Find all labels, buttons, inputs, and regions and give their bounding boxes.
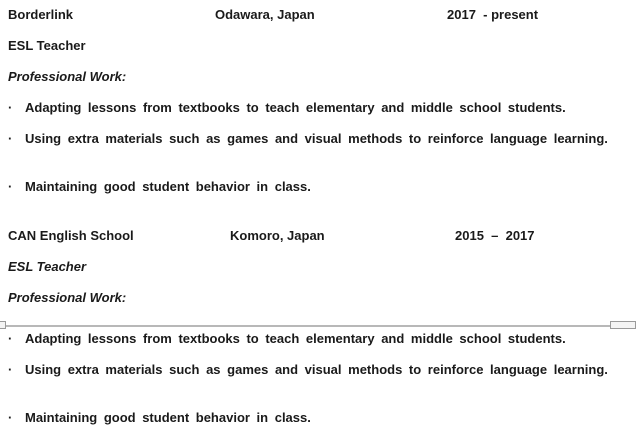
bullet-text: Using extra materials such as games and visual methods to reinforce language learning. (25, 131, 608, 146)
bullet-text: Using extra materials such as games and visual methods to reinforce language learning. (25, 362, 608, 377)
bullet-item (8, 131, 614, 147)
bullet-item (8, 100, 614, 116)
job-title: ESL Teacher (8, 259, 87, 274)
job-title: ESL Teacher (8, 38, 86, 53)
employer-name: Borderlink (8, 7, 74, 22)
bullet-item (8, 410, 614, 426)
bullet-text: Maintaining good student behavior in class. (25, 179, 311, 194)
bullet-dot: · (8, 331, 13, 346)
job-dates: 2015 – 2017 (455, 228, 535, 243)
margin-handle-right[interactable] (610, 321, 636, 329)
bullet-text: Adapting lessons from textbooks to teach elementary and middle school students. (25, 100, 566, 115)
page-break-divider (0, 325, 636, 327)
bullet-dot: · (8, 362, 13, 377)
bullet-text: Adapting lessons from textbooks to teach elementary and middle school students. (25, 331, 566, 346)
section-label: Professional Work: (8, 290, 127, 305)
job-dates: 2017 - present (447, 7, 539, 22)
bullet-item (8, 331, 614, 347)
job-location: Komoro, Japan (230, 228, 325, 243)
section-label: Professional Work: (8, 69, 127, 84)
bullet-item (8, 362, 614, 378)
bullet-dot: · (8, 179, 13, 194)
margin-handle-left[interactable] (0, 321, 6, 329)
bullet-dot: · (8, 131, 13, 146)
bullet-dot: · (8, 410, 13, 425)
bullet-item (8, 179, 614, 195)
employer-name: CAN English School (8, 228, 134, 243)
bullet-text: Maintaining good student behavior in class. (25, 410, 311, 425)
bullet-dot: · (8, 100, 13, 115)
job-location: Odawara, Japan (215, 7, 315, 22)
